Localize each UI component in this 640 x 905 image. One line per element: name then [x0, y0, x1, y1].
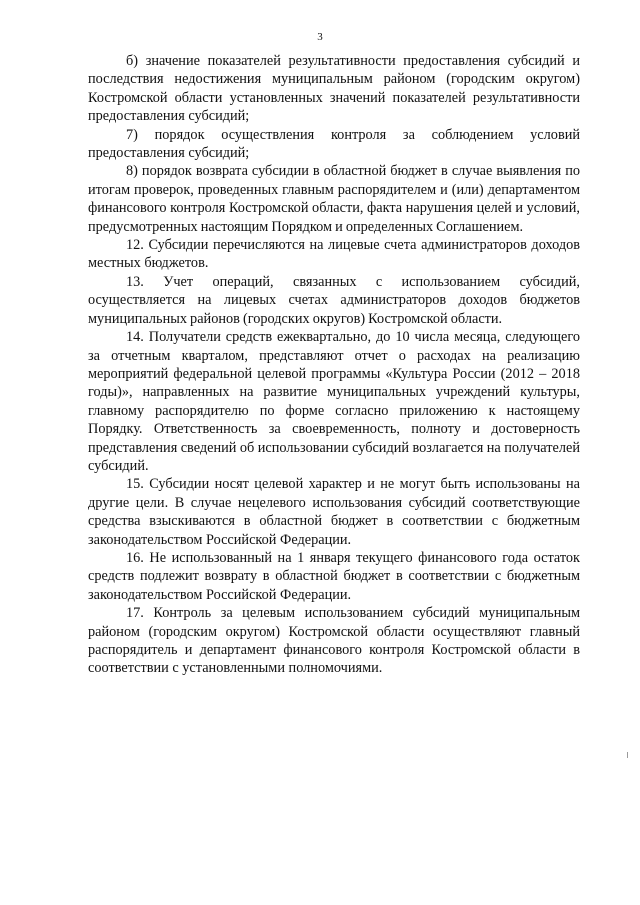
page-number: 3 [317, 31, 323, 43]
paragraph-13: 13. Учет операций, связанных с использованием субсидий, осуществляется на лицевых счетах администраторов доходов бюджетов муниципальных районов (городских округов) Костромской области. [88, 273, 580, 327]
paragraph-16: 16. Не использованный на 1 января текущего финансового года остаток средств подлежит возврату в областной бюджет в соответствии с бюджетным законодательством Российской Федерации. [88, 549, 580, 603]
paragraph-12: 12. Субсидии перечисляются на лицевые счета администраторов доходов местных бюджетов. [88, 237, 580, 272]
paragraph-14: 14. Получатели средств ежеквартально, до 10 числа месяца, следующего за отчетным кварталом, представляют отчет о расходах на реализацию мероприятий федеральной целевой программы «Культура России (2012 – 2018 годы)», направленных на развитие муниципальных учреждений культуры, главному распорядителю по форме согласно приложению к настоящему Порядку. Ответственность за своевременность, полноту и достоверность представления сведений об использовании субсидий возлагается на получателей субсидий. [88, 329, 580, 474]
paragraph-17: 17. Контроль за целевым использованием субсидий муниципальным районом (городским округом) Костромской области осуществляют главный распорядитель и департамент финансового контроля Костромской области в соответствии с установленными полномочиями. [88, 605, 580, 677]
paragraph-item-8: 8) порядок возврата субсидии в областной бюджет в случае выявления по итогам проверок, проведенных главным распорядителем и (или) департаментом финансового контроля Костромской области, факта нарушения целей и условий, предусмотренных настоящим Порядком и определенных Соглашением. [88, 163, 580, 235]
document-body [88, 52, 580, 678]
paragraph-15: 15. Субсидии носят целевой характер и не могут быть использованы на другие цели. В случае нецелевого использования субсидий соответствующие средства взыскиваются в областной бюджет в соответствии с бюджетным законодательством Российской Федерации. [88, 476, 580, 548]
paragraph-item-6: б) значение показателей результативности предоставления субсидий и последствия недостижения муниципальным районом (городским округом) Костромской области установленных значений показателей результативности предоставления субсидий; [88, 53, 580, 125]
paragraph-item-7: 7) порядок осуществления контроля за соблюдением условий предоставления субсидий; [88, 126, 580, 162]
scan-edge-mark [627, 752, 628, 758]
